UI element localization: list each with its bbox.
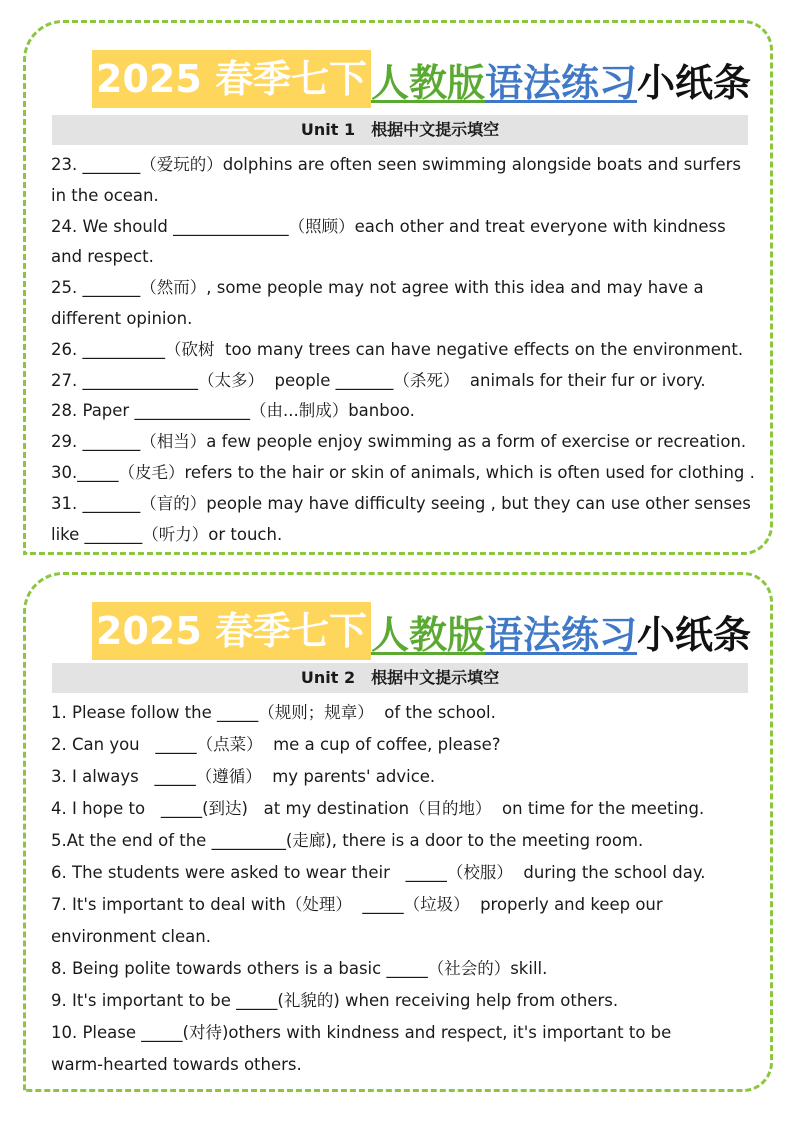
card-title <box>92 50 751 108</box>
title-edition: 人教版 <box>371 612 486 657</box>
exercise-line: 29. _______（相当）a few people enjoy swimming as a form of exercise or recreation. <box>51 432 747 452</box>
exercise-line: 27. ______________（太多） people _______（杀死） animals for their fur or ivory. <box>51 370 706 390</box>
exercise-line: 2. Can you _____（点菜） me a cup of coffee, please? <box>51 735 501 754</box>
title-year: 2025 春季七下 <box>92 50 371 108</box>
exercise-line: 31. _______（盲的）people may have difficulty seeing , but they can use other senses <box>51 493 751 513</box>
title-practice: 语法练习 <box>485 60 638 105</box>
exercise-line: like _______（听力）or touch. <box>51 524 283 544</box>
exercise-line: 6. The students were asked to wear their _____（校服） during the school day. <box>51 863 706 882</box>
exercise-line: 10. Please _____(对待)others with kindness and respect, it's important to be <box>51 1023 672 1042</box>
section-header: Unit 2 根据中文提示填空 <box>52 663 748 693</box>
exercise-line: 5.At the end of the _________(走廊), there is a door to the meeting room. <box>51 831 644 850</box>
exercise-line: in the ocean. <box>51 185 159 205</box>
exercise-line: 28. Paper ______________（由...制成）banboo. <box>51 401 415 421</box>
exercise-line: 8. Being polite towards others is a basic _____（社会的）skill. <box>51 959 548 978</box>
section-header: Unit 1 根据中文提示填空 <box>52 115 748 145</box>
exercise-line: and respect. <box>51 247 154 267</box>
exercise-list <box>51 697 757 1081</box>
title-practice: 语法练习 <box>485 612 638 657</box>
title-edition: 人教版 <box>371 60 486 105</box>
note-card-unit-1 <box>23 20 773 555</box>
exercise-line: 30._____（皮毛）refers to the hair or skin of animals, which is often used for clothing . <box>51 462 755 482</box>
exercise-line: 24. We should ______________（照顾）each other and treat everyone with kindness <box>51 216 726 236</box>
exercise-line: environment clean. <box>51 927 211 946</box>
note-card-unit-2 <box>23 572 773 1092</box>
exercise-line: 1. Please follow the _____（规则；规章） of the school. <box>51 703 496 722</box>
title-note: 小纸条 <box>637 60 752 105</box>
exercise-line: 3. I always _____（遵循） my parents' advice. <box>51 767 436 786</box>
exercise-line: different opinion. <box>51 308 193 328</box>
exercise-line: 9. It's important to be _____(礼貌的) when receiving help from others. <box>51 991 619 1010</box>
exercise-line: 7. It's important to deal with（处理） _____（垃圾） properly and keep our <box>51 895 663 914</box>
exercise-line: 4. I hope to _____(到达) at my destination（目的地） on time for the meeting. <box>51 799 705 818</box>
exercise-line: 25. _______（然而）, some people may not agree with this idea and may have a <box>51 278 704 298</box>
exercise-line: warm-hearted towards others. <box>51 1055 302 1074</box>
title-year: 2025 春季七下 <box>92 602 371 660</box>
exercise-line: 23. _______（爱玩的）dolphins are often seen swimming alongside boats and surfers <box>51 155 741 174</box>
title-note: 小纸条 <box>637 612 752 657</box>
exercise-list <box>51 150 757 550</box>
card-title <box>92 602 751 660</box>
exercise-line: 26. __________（砍树 too many trees can have negative effects on the environment. <box>51 339 744 359</box>
